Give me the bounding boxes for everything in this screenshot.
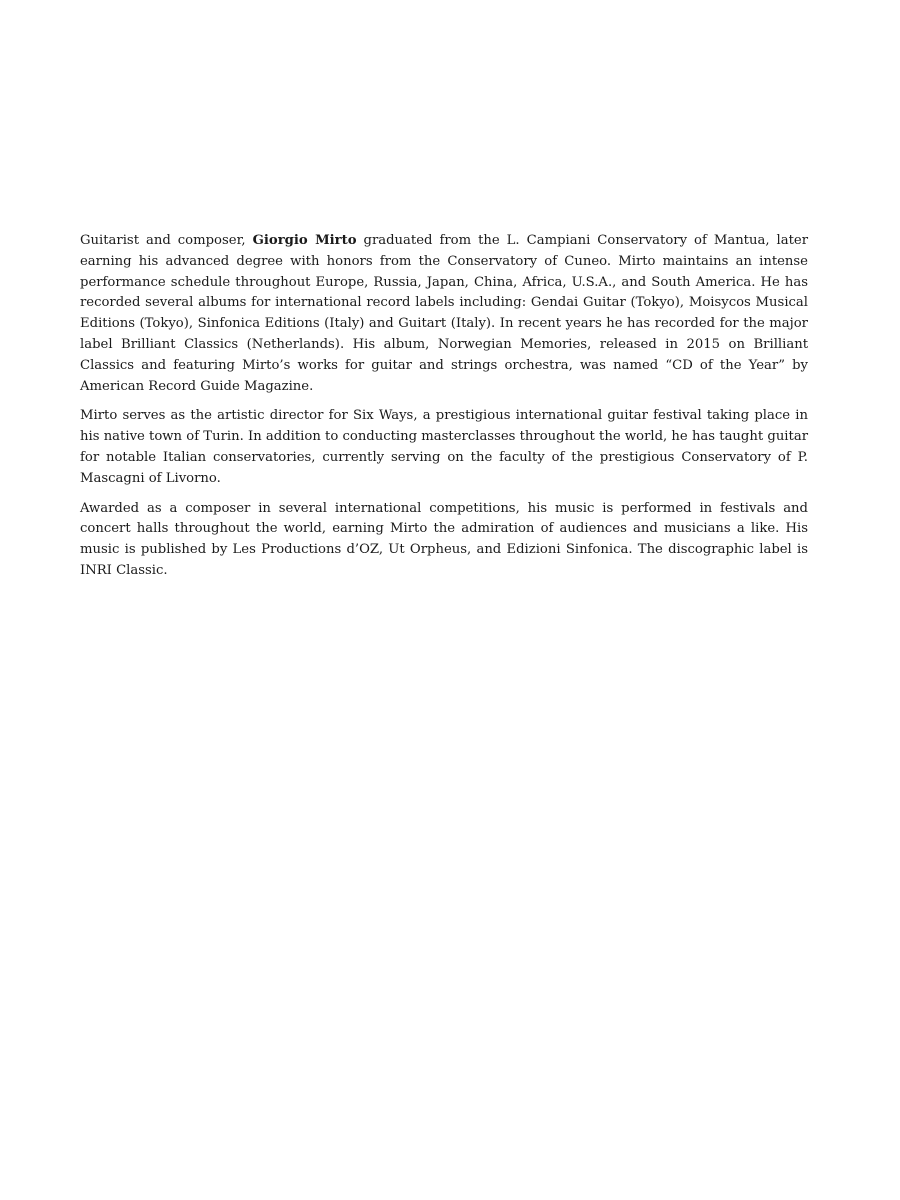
bio-paragraph-1 — [80, 231, 808, 397]
bio-paragraph-2: Mirto serves as the artistic director for Six Ways, a prestigious international guitar festival taking place in his native town of Turin. In addition to conducting masterclasses throughout the world, he has taught guitar for notable Italian conservatories, currently serving on the faculty of the prestigious Conservatory of P. Mascagni of Livorno. — [80, 408, 808, 486]
bio-paragraph-1-lead: Guitarist and composer, — [80, 233, 253, 248]
biography-text — [80, 231, 808, 591]
composer-name: Giorgio Mirto — [252, 233, 357, 248]
bio-paragraph-3: Awarded as a composer in several international competitions, his music is performed in festivals and concert halls throughout the world, earning Mirto the admiration of audiences and musicians a like. His music is published by Les Productions d’OZ, Ut Orpheus, and Edizioni Sinfonica. The discographic label is INRI Classic. — [80, 500, 808, 578]
bio-paragraph-1-rest: graduated from the L. Campiani Conservatory of Mantua, later earning his advanced degree with honors from the Conservatory of Cuneo. Mirto maintains an intense performance schedule throughout Europe, Russia, Japan, China, Africa, U.S.A., and South America. He has recorded several albums for international record labels including: Gendai Guitar (Tokyo), Moisycos Musical Editions (Tokyo), Sinfonica Editions (Italy) and Guitart (Italy). In recent years he has recorded for the major label Brilliant Classics (Netherlands). His album, Norwegian Memories, released in 2015 on Brilliant Classics and featuring Mirto’s works for guitar and strings orchestra, was named “CD of the Year” by American Record Guide Magazine. — [80, 233, 809, 394]
